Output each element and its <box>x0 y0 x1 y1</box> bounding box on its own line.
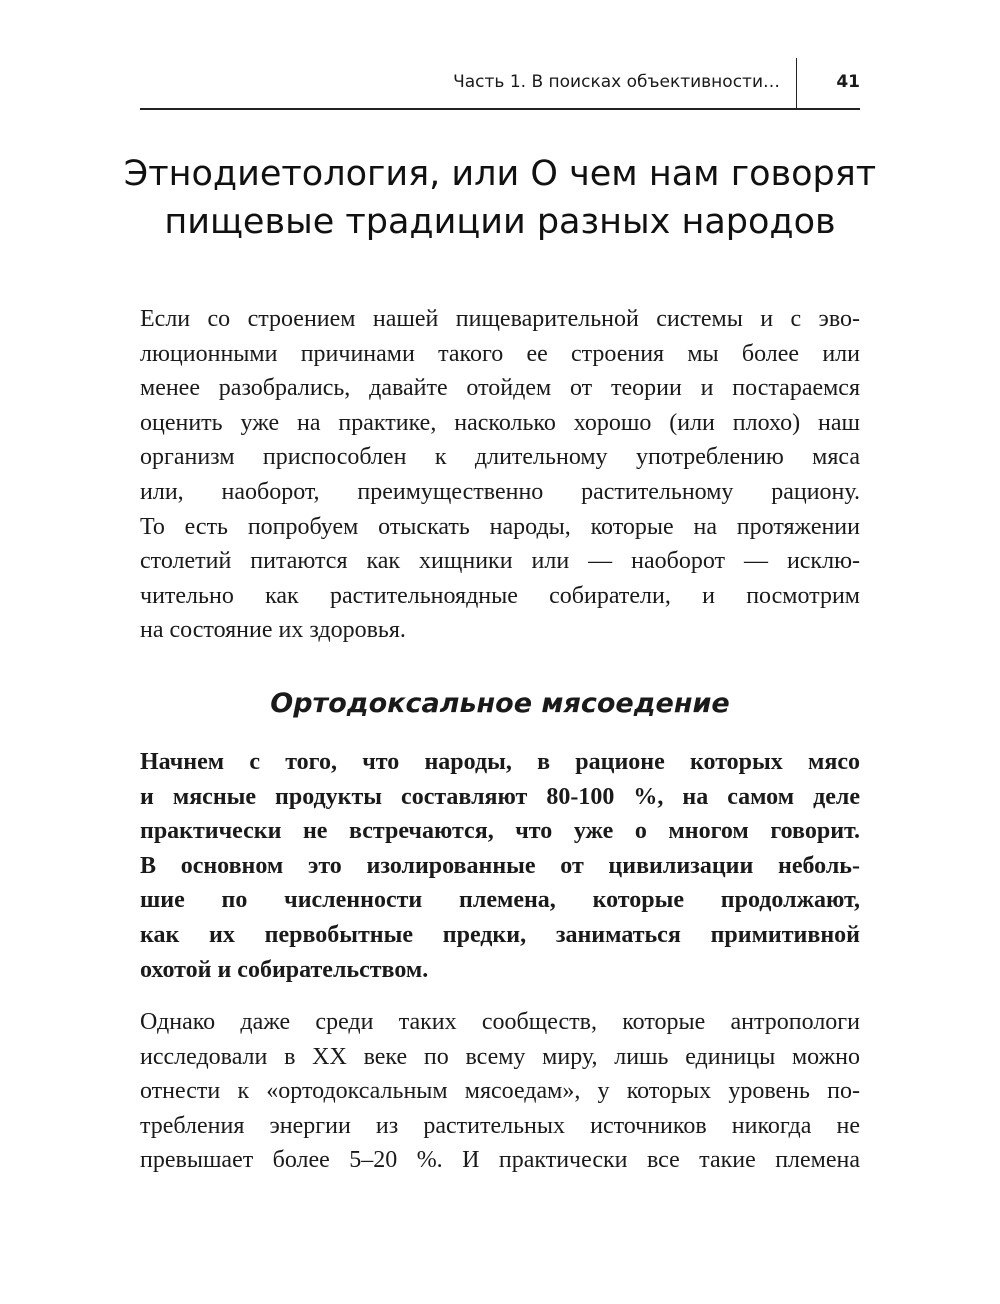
text-line: исследовали в XX веке по всему миру, лишь единицы можно <box>140 1043 860 1070</box>
chapter-title <box>120 150 880 246</box>
text-line: менее разобрались, давайте отойдем от теории и постараемся <box>140 375 860 402</box>
text-line: как их первобытные предки, заниматься примитивной <box>140 921 860 948</box>
text-line: оценить уже на практике, насколько хорошо (или плохо) наш <box>140 409 860 436</box>
body-paragraph-intro <box>140 302 860 648</box>
text-line: Начнем с того, что народы, в рационе которых мясо <box>140 749 860 775</box>
text-line: превышает более 5–20 %. И практически все такие племена <box>140 1147 860 1174</box>
text-line: То есть попробуем отыскать народы, которые на протяжении <box>140 513 860 540</box>
running-header <box>140 58 860 108</box>
text-line: организм приспособлен к длительному употреблению мяса <box>140 444 860 471</box>
text-line: Если со строением нашей пищеварительной системы и с эво- <box>140 306 860 332</box>
text-line: на состояние их здоровья. <box>140 617 406 644</box>
text-line: практически не встречаются, что уже о многом говорит. <box>140 818 860 845</box>
page-number: 41 <box>836 72 860 92</box>
chapter-title-line: Этнодиетология, или О чем нам говорят <box>123 154 877 194</box>
body-paragraph-bold <box>140 745 860 987</box>
body-paragraph <box>140 1005 860 1178</box>
header-divider <box>796 58 798 108</box>
text-line: В основном это изолированные от цивилизации неболь- <box>140 852 860 879</box>
section-heading: Ортодоксальное мясоедение <box>270 688 730 719</box>
text-line: охотой и собирательством. <box>140 956 429 983</box>
text-line: отнести к «ортодоксальным мясоедам», у которых уровень по- <box>140 1078 860 1105</box>
text-line: или, наоборот, преимущественно растительному рациону. <box>140 478 860 505</box>
text-line: Однако даже среди таких сообществ, которые антропологи <box>140 1009 860 1035</box>
text-line: шие по численности племена, которые продолжают, <box>140 887 860 914</box>
text-line: чительно как растительноядные собиратели, и посмотрим <box>140 582 860 609</box>
text-line: люционными причинами такого ее строения мы более или <box>140 340 860 367</box>
chapter-title-line: пищевые традиции разных народов <box>164 202 836 242</box>
text-line: столетий питаются как хищники или — наоборот — исклю- <box>140 548 860 575</box>
running-title: Часть 1. В поисках объективности… <box>453 72 780 92</box>
text-line: и мясные продукты составляют 80-100 %, на самом деле <box>140 783 860 810</box>
text-line: требления энергии из растительных источников никогда не <box>140 1112 860 1139</box>
header-rule <box>140 108 860 110</box>
